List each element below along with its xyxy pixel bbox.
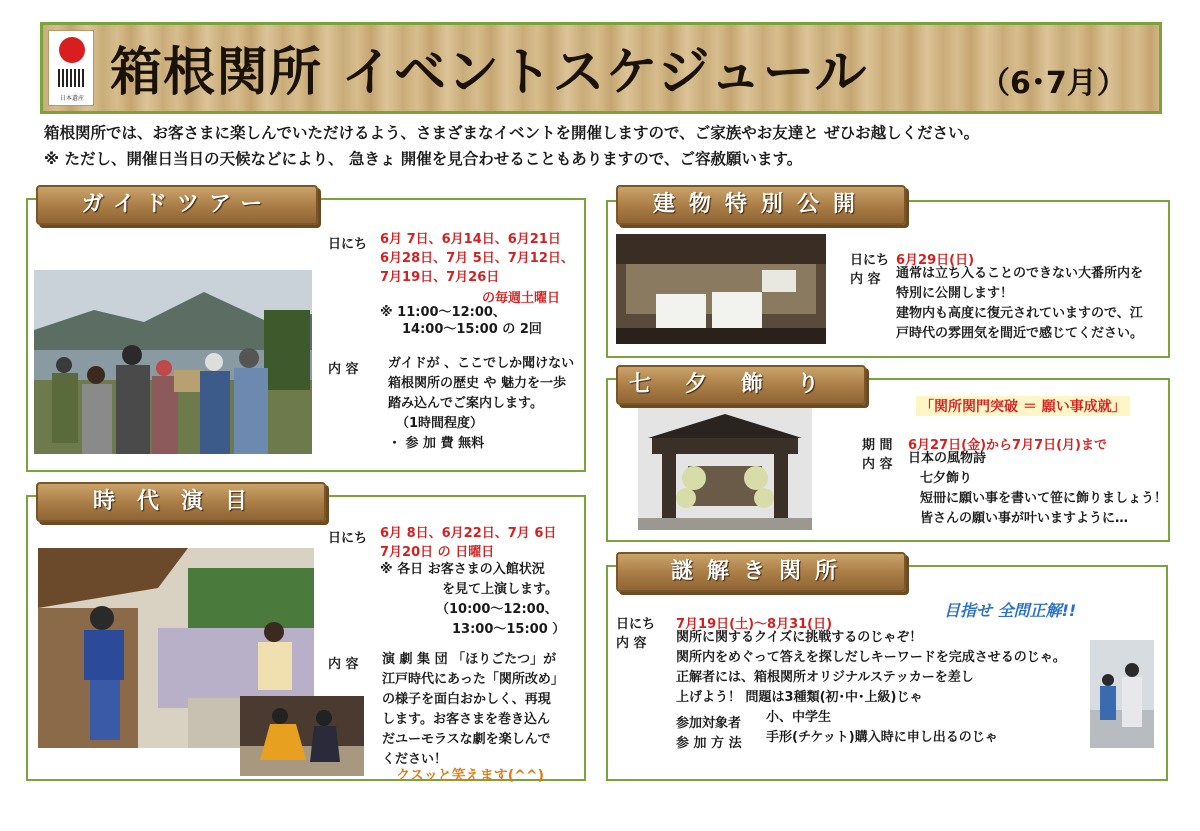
nazotoki-content-line: 関所内をめぐって答えを探しだしキーワードを完成させるのじゃ。 xyxy=(676,650,1066,665)
jidai-content-line: ください！ xyxy=(382,752,448,767)
building-title: 建物特別公開 xyxy=(616,185,906,225)
building-content-line: 通常は立ち入ることのできない大番所内を xyxy=(896,266,1144,281)
nazotoki-target: 小、中学生 xyxy=(766,710,832,725)
jidai-date-label: 日にち xyxy=(328,531,368,546)
building-date-label: 日にち xyxy=(850,253,890,268)
tanabata-period-label: 期 間 xyxy=(862,438,893,453)
guide-tour-dates xyxy=(380,230,574,287)
guide-tour-content-line: （1時間程度） xyxy=(396,416,484,431)
jidai-content-line: の様子を面白おかしく、再現 xyxy=(382,692,551,707)
building-photo-image xyxy=(616,234,826,344)
guide-tour-weekday: の毎週土曜日 xyxy=(482,291,561,306)
nazotoki-method-label: 参 加 方 法 xyxy=(676,736,742,751)
guide-tour-date-line: 6月 7日、6月14日、6月21日 xyxy=(380,232,561,247)
logo-text: 日本遺産 xyxy=(59,95,84,102)
jidai-content-line: します。お客さまを巻き込ん xyxy=(382,712,550,727)
jidai-date-line: 7月20日 の 日曜日 xyxy=(380,545,495,560)
nazotoki-content xyxy=(676,628,1066,708)
nazotoki-date: 7月19日(土)～8月31(日) xyxy=(676,617,833,632)
guide-tour-date-line: 7月19日、7月26日 xyxy=(380,270,500,285)
jidai-content-line: だユーモラスな劇を楽しんで xyxy=(382,732,551,747)
jidai-note-line: （10:00～12:00、 xyxy=(436,602,558,617)
intro-text xyxy=(44,120,979,172)
jidai-note-line: を見て上演します。 xyxy=(442,582,558,597)
page-title: 箱根関所 イベントスケジュール xyxy=(110,43,868,103)
nazotoki-date-label: 日にち xyxy=(616,617,656,632)
guide-tour-time-1: ※ 11:00～12:00、 xyxy=(380,305,506,320)
tanabata-content-label: 内 容 xyxy=(862,457,893,472)
building-content xyxy=(896,264,1143,344)
jidai-content xyxy=(382,650,564,770)
building-photo xyxy=(616,234,826,344)
guide-tour-title: ガイドツアー xyxy=(36,185,318,225)
jidai-content-line: 演 劇 集 団 「ほりごたつ」が xyxy=(382,652,557,667)
nazotoki-title: 謎解き関所 xyxy=(616,552,906,592)
nazotoki-photo-image xyxy=(1090,640,1154,748)
guide-tour-photo-image xyxy=(34,270,312,454)
jidai-photo-2-image xyxy=(240,696,364,776)
tanabata-title: 七夕飾り xyxy=(616,365,866,405)
intro-line-2: ※ ただし、開催日当日の天候などにより、 急きょ 開催を見合わせることもありますので、ご容赦願います。 xyxy=(44,150,803,168)
nazotoki-content-label: 内 容 xyxy=(616,636,647,651)
nazotoki-content-line: 上げよう！ 問題は3種類(初･中･上級)じゃ xyxy=(676,690,923,705)
nazotoki-method: 手形(チケット)購入時に申し出るのじゃ xyxy=(766,730,998,745)
guide-tour-content-line: 箱根関所の歴史 や 魅力を一歩 xyxy=(388,376,567,391)
tanabata-content-line: 短冊に願い事を書いて笹に飾りましょう！ xyxy=(920,491,1168,506)
building-content-line: 特別に公開します！ xyxy=(896,286,1014,301)
nazotoki-content-line: 関所に関するクイズに挑戦するのじゃぞ！ xyxy=(676,630,923,645)
guide-tour-date-label: 日にち xyxy=(328,237,368,252)
sun-icon xyxy=(59,37,85,63)
guide-tour-content-label: 内 容 xyxy=(328,362,359,377)
jidai-date-line: 6月 8日、6月22日、7月 6日 xyxy=(380,526,557,541)
jidai-content-line: 江戸時代にあった「関所改め」 xyxy=(382,672,564,687)
building-content-line: 建物内も高度に復元されていますので、江 xyxy=(896,306,1143,321)
barcode-icon xyxy=(58,69,86,87)
guide-tour-photo xyxy=(34,270,312,454)
nazotoki-photo xyxy=(1090,640,1154,748)
nazotoki-content-line: 正解者には、箱根関所オリジナルステッカーを差し xyxy=(676,670,974,685)
guide-tour-content-line: ガイドが 、ここでしか聞けない xyxy=(388,356,575,371)
building-content-line: 戸時代の雰囲気を間近で感じてください。 xyxy=(896,326,1144,341)
tanabata-period: 6月27日(金)から7月7日(月)まで xyxy=(908,438,1107,453)
guide-tour-content-line: 踏み込んでご案内します。 xyxy=(388,396,543,411)
building-content-label: 内 容 xyxy=(850,272,881,287)
guide-tour-time-2: 14:00～15:00 の 2回 xyxy=(402,322,542,337)
jidai-title: 時代演目 xyxy=(36,482,326,522)
jidai-content-label: 内 容 xyxy=(328,657,359,672)
jidai-note-line: ※ 各日 お客さまの入館状況 xyxy=(380,562,545,577)
jidai-notes xyxy=(380,560,565,640)
guide-tour-content-line: ・ 参 加 費 無料 xyxy=(388,436,485,451)
jidai-dates xyxy=(380,524,556,562)
tanabata-photo xyxy=(638,408,812,530)
guide-tour-date-line: 6月28日、7月 5日、7月12日、 xyxy=(380,251,574,266)
jidai-catch: クスッと笑えます(^^) xyxy=(396,768,544,784)
guide-tour-content xyxy=(388,354,574,454)
nazotoki-catch: 目指せ 全問正解!! xyxy=(944,601,1077,620)
tanabata-slogan: 「関所関門突破 ＝ 願い事成就」 xyxy=(916,396,1130,416)
intro-line-1: 箱根関所では、お客さまに楽しんでいただけるよう、さまざまなイベントを開催しますので、ご家族やお友達と ぜひお越しください。 xyxy=(44,124,980,142)
nazotoki-target-label: 参加対象者 xyxy=(676,716,742,731)
jidai-note-line: 13:00～15:00 ） xyxy=(452,622,566,637)
tanabata-content-line: 日本の風物詩 xyxy=(908,451,987,466)
tanabata-content-line: 皆さんの願い事が叶いますように… xyxy=(920,511,1129,526)
tanabata-content-line: 七夕飾り xyxy=(920,471,973,486)
jidai-photo-2 xyxy=(240,696,364,776)
tanabata-photo-image xyxy=(638,408,812,530)
building-date: 6月29日(日) xyxy=(896,253,975,268)
page-month: （6･7月） xyxy=(980,66,1127,101)
japan-heritage-logo xyxy=(48,30,94,106)
tanabata-content xyxy=(908,449,1167,529)
